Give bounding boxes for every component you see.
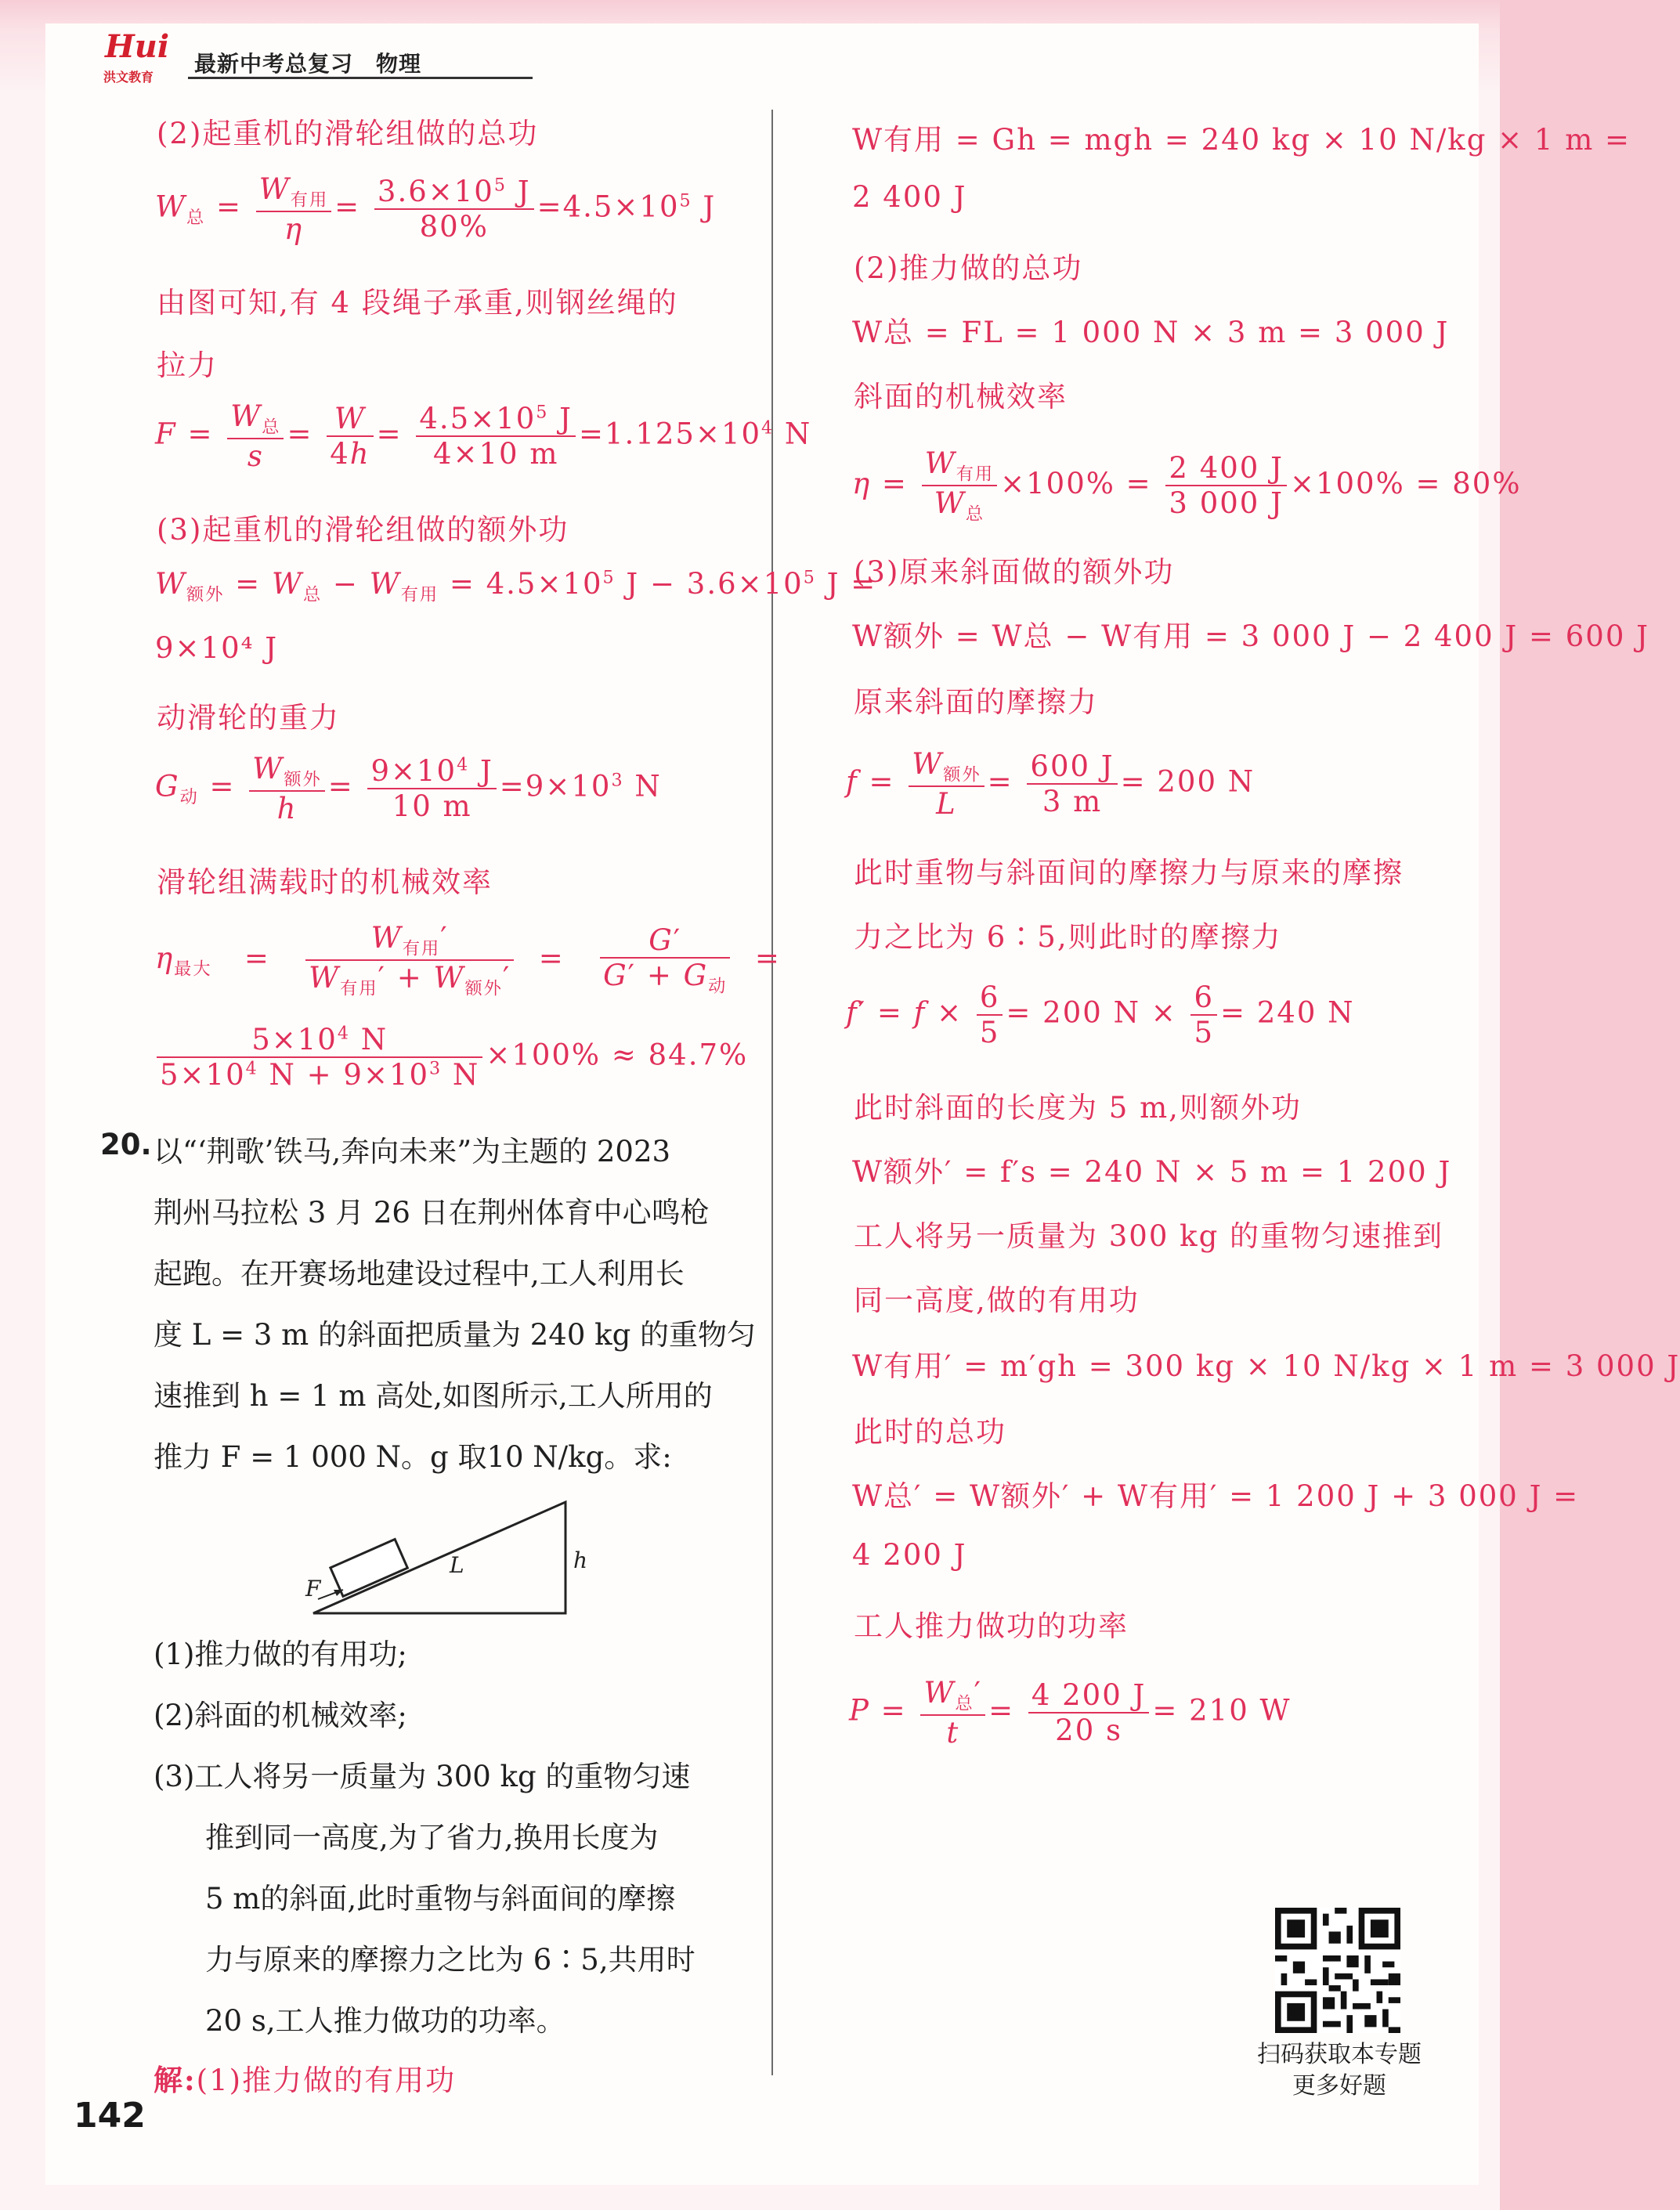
subquestion: 20 s,工人推力做功的功率。: [205, 2004, 565, 2038]
question-line: 起跑。在开赛场地建设过程中,工人利用长: [154, 1257, 685, 1291]
logo-subtext: 洪文教育: [103, 70, 154, 85]
answer-line: 4 200 J: [852, 1538, 967, 1572]
answer-line: 9×10⁴ J: [155, 631, 279, 665]
answer-line: 原来斜面的摩擦力: [854, 685, 1098, 719]
subquestion: 5 m的斜面,此时重物与斜面间的摩擦: [205, 1882, 676, 1916]
qr-caption-line: 扫码获取本专题: [1257, 2041, 1422, 2068]
answer-line: (2)起重机的滑轮组做的总功: [157, 117, 539, 150]
answer-line: (3)原来斜面做的额外功: [854, 555, 1175, 589]
answer-line: W总′ = W额外′ + W有用′ = 1 200 J + 3 000 J =: [852, 1479, 1580, 1513]
formula-total-work: $W_总$ = $\frac{W_{有用}}{\eta}$ = $\frac{3.6\times 10^5 J}{80\%}$ $=4.5\times 10^5$ J: [155, 172, 717, 247]
subquestion: (3)工人将另一质量为 300 kg 的重物匀速: [154, 1760, 691, 1793]
solution-start: 解:(1)推力做的有用功: [154, 2063, 457, 2097]
answer-line: 此时斜面的长度为 5 m,则额外功: [854, 1091, 1302, 1125]
incline-diagram: [305, 1496, 603, 1621]
qr-caption: [1237, 2039, 1441, 2102]
subquestion: (2)斜面的机械效率;: [154, 1699, 407, 1732]
question-line: 推力 F = 1 000 N。g 取10 N/kg。求:: [154, 1440, 672, 1474]
formula-pulley-weight: $G_动$ = $\frac{W_{额外}}{h}$ = $\frac{9\times 10^4 J}{10 m}$ $=9\times 10^3$ N: [155, 752, 662, 826]
answer-line: W额外 = W总 − W有用 = 3 000 J − 2 400 J = 600 J: [852, 619, 1649, 653]
answer-line: W有用′ = m′gh = 300 kg × 10 N/kg × 1 m = 3 000 J: [852, 1349, 1680, 1383]
label-L: L: [450, 1552, 464, 1578]
subquestion: 力与原来的摩擦力之比为 6∶5,共用时: [205, 1943, 695, 1977]
formula-pull-force: F = $\frac{W_总}{s}$ = $\frac{W}{4h}$ = $\frac{4.5\times 10^5 J}{4\times 10 m}$ $=1.125\times 10^4$ N: [155, 399, 812, 474]
answer-line: 工人推力做功的功率: [854, 1609, 1129, 1643]
answer-line: 动滑轮的重力: [157, 701, 340, 735]
formula-power: P = $\frac{W_总'}{t}$ = $\frac{4 200 J}{20 s}$ = 210 W: [849, 1676, 1292, 1750]
publisher-logo: [102, 28, 188, 86]
logo-text: Hui: [105, 28, 170, 65]
question-line: 度 L = 3 m 的斜面把质量为 240 kg 的重物匀: [154, 1318, 757, 1352]
header-underline: [188, 77, 533, 79]
formula-max-efficiency: $\eta_{最大}$ = $\frac{W_{有用}'}{W_{有用}' + W_{额外}'}$ = $\frac{G'}{G' + G_动}$ =: [155, 921, 781, 999]
question-line: 荆州马拉松 3 月 26 日在荆州体育中心鸣枪: [154, 1196, 710, 1230]
answer-line: (2)推力做的总功: [854, 251, 1083, 285]
label-F: F: [305, 1576, 321, 1602]
label-h: h: [573, 1547, 588, 1573]
answer-line: 此时重物与斜面间的摩擦力与原来的摩擦: [854, 856, 1404, 890]
qr-caption-line: 更多好题: [1292, 2072, 1386, 2100]
formula-max-efficiency-result: $\frac{5\times 10^4 N}{5\times 10^4 N + 9\times 10^3 N}$ ×100% ≈ 84.7%: [154, 1023, 748, 1092]
formula-extra-work: $W_{额外} = W_总 - W_{有用} = 4.5\times 10^5$ $J - 3.6\times 10^5$ J =: [155, 567, 877, 605]
answer-line: W额外′ = f′s = 240 N × 5 m = 1 200 J: [852, 1155, 1452, 1189]
answer-line: 2 400 J: [852, 180, 967, 214]
formula-efficiency: η = $\frac{W_{有用}}{W_总}$ ×100% = $\frac{2 400 J}{3 000 J}$ ×100% = 80%: [852, 446, 1522, 525]
subquestion: (1)推力做的有用功;: [154, 1638, 407, 1671]
answer-line: 同一高度,做的有用功: [854, 1284, 1140, 1317]
answer-line: 拉力: [157, 348, 218, 382]
answer-line: 斜面的机械效率: [854, 380, 1068, 413]
page-number: 142: [74, 2096, 146, 2136]
answer-line: W有用 = Gh = mgh = 240 kg × 10 N/kg × 1 m =: [852, 123, 1631, 157]
subquestion: 推到同一高度,为了省力,换用长度为: [205, 1821, 659, 1854]
question-line: 速推到 h = 1 m 高处,如图所示,工人所用的: [154, 1379, 713, 1413]
qr-code[interactable]: [1275, 1908, 1400, 2033]
answer-line: 滑轮组满载时的机械效率: [157, 865, 493, 899]
question-number: 20.: [100, 1128, 152, 1161]
answer-line: 力之比为 6∶5,则此时的摩擦力: [854, 920, 1282, 954]
formula-friction: f = $\frac{W_{额外}}{L}$ = $\frac{600 J}{3 m}$ = 200 N: [846, 747, 1255, 822]
book-title: 最新中考总复习 物理: [194, 51, 422, 77]
answer-line: (3)起重机的滑轮组做的额外功: [157, 513, 569, 547]
answer-line: 此时的总功: [854, 1415, 1006, 1449]
question-line: 以“‘荆歌’铁马,奔向未来”为主题的 2023: [154, 1135, 671, 1168]
answer-line: W总 = FL = 1 000 N × 3 m = 3 000 J: [852, 316, 1450, 349]
formula-new-friction: f′ = f × $\frac{6}{5}$ = 200 N × $\frac{6}{5}$ = 240 N: [846, 980, 1355, 1049]
answer-line: 由图可知,有 4 段绳子承重,则钢丝绳的: [157, 286, 678, 320]
answer-line: 工人将另一质量为 300 kg 的重物匀速推到: [854, 1219, 1444, 1253]
